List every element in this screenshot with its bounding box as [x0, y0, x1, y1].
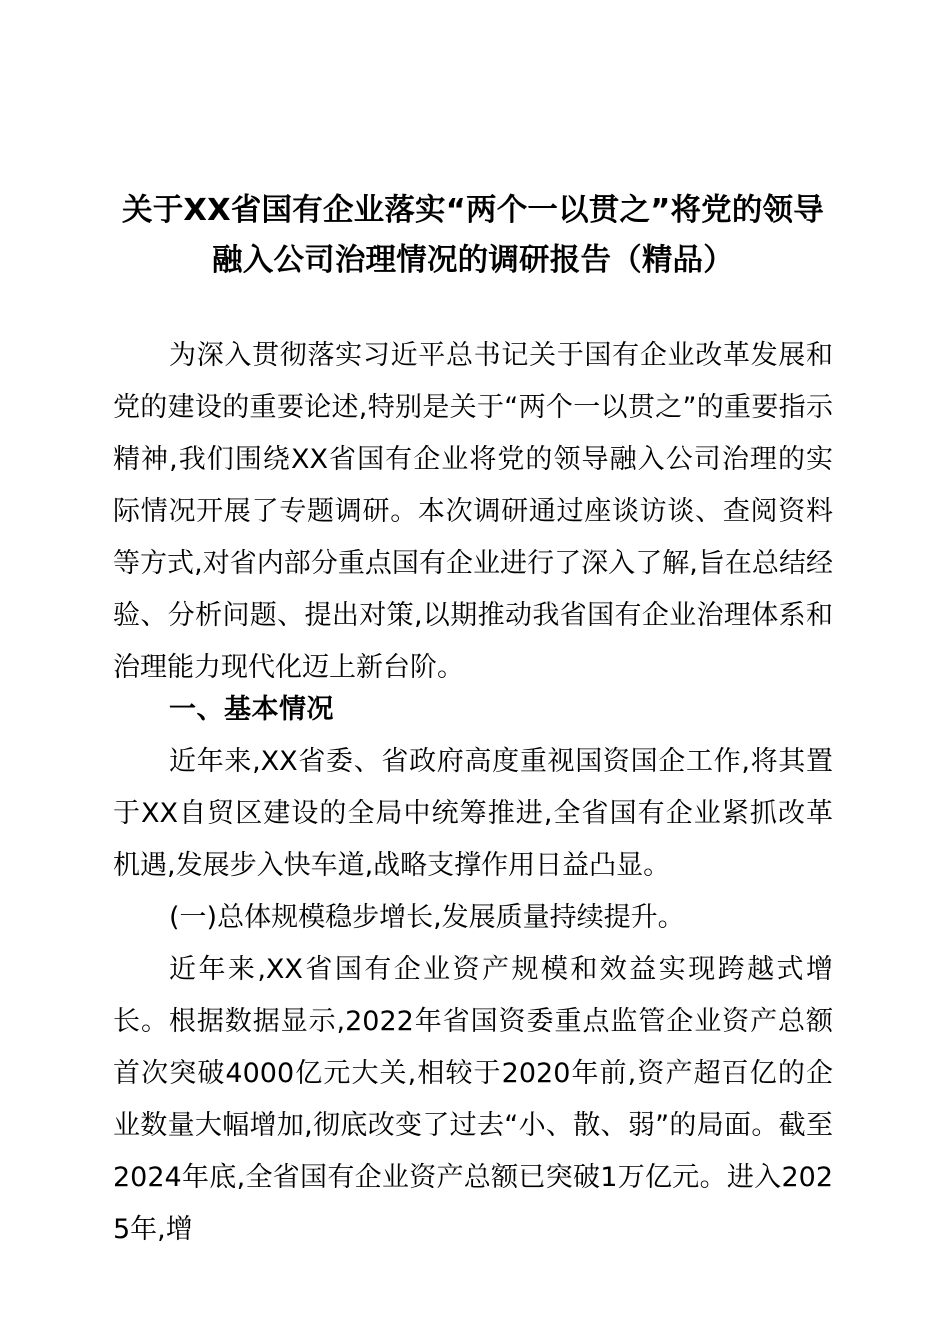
- paragraph-intro-wrap: [113, 330, 833, 694]
- paragraph-subsection-1-1-wrap: [113, 944, 833, 1256]
- paragraph-intro: 为深入贯彻落实习近平总书记关于国有企业改革发展和党的建设的重要论述,特别是关于“两个一以贯之”的重要指示精神,我们围绕XX省国有企业将党的领导融入公司治理的实际情况开展了专题调研。本次调研通过座谈访谈、查阅资料等方式,对省内部分重点国有企业进行了深入了解,旨在总结经验、分析问题、提出对策,以期推动我省国有企业治理体系和治理能力现代化迈上新台阶。: [113, 340, 833, 683]
- subsection-heading-1-1: (一)总体规模稳步增长,发展质量持续提升。: [169, 902, 685, 933]
- page-title-line-2: 融入公司治理情况的调研报告（精品）: [212, 243, 734, 278]
- paragraph-section-1-lead-wrap: [113, 736, 833, 892]
- subsection-heading-wrap: [113, 892, 833, 944]
- page-title: [110, 186, 836, 286]
- page-title-line-1: 关于XX省国有企业落实“两个一以贯之”将党的领导: [122, 193, 824, 228]
- section-heading-basic-situation: 一、基本情况: [169, 694, 334, 725]
- section-heading-wrap: [113, 684, 833, 736]
- paragraph-subsection-1-1: 近年来,XX省国有企业资产规模和效益实现跨越式增长。根据数据显示,2022年省国资委重点监管企业资产总额首次突破4000亿元大关,相较于2020年前,资产超百亿的企业数量大幅增加,彻底改变了过去“小、散、弱”的局面。截至2024年底,全省国有企业资产总额已突破1万亿元。进入2025年,增: [113, 954, 833, 1245]
- paragraph-section-1-lead: 近年来,XX省委、省政府高度重视国资国企工作,将其置于XX自贸区建设的全局中统筹推进,全省国有企业紧抓改革机遇,发展步入快车道,战略支撑作用日益凸显。: [113, 746, 833, 881]
